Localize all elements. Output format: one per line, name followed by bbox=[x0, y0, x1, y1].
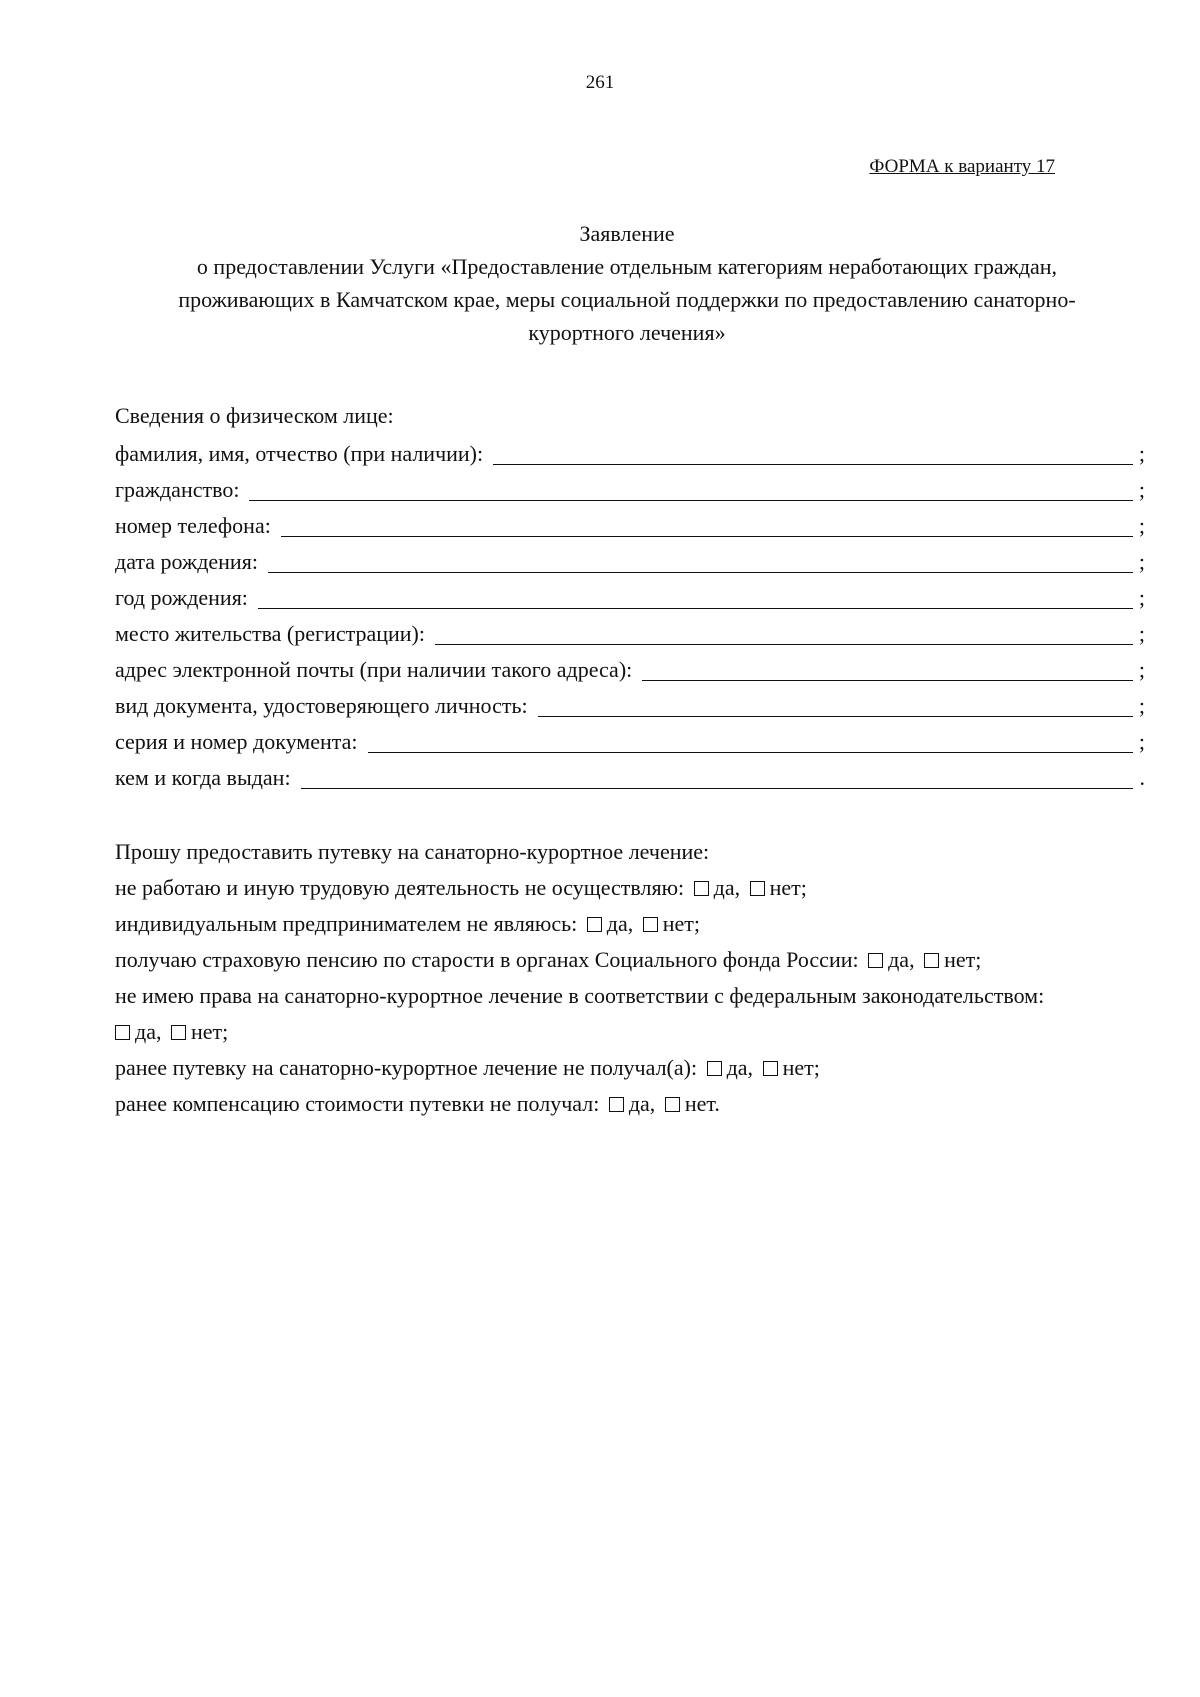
field-terminator: ; bbox=[1138, 657, 1145, 682]
field-terminator: ; bbox=[1138, 621, 1145, 646]
page-number: 261 bbox=[585, 72, 615, 93]
question-text: индивидуальным предпринимателем не являюсь: bbox=[115, 911, 578, 936]
birth-date-input-line[interactable] bbox=[268, 546, 1133, 573]
field-label: серия и номер документа: bbox=[115, 729, 358, 754]
request-section-heading: Прошу предоставить путевку на санаторно-курортное лечение: bbox=[115, 839, 710, 864]
yes-checkbox[interactable] bbox=[707, 1061, 722, 1076]
id-document-type-input-line[interactable] bbox=[538, 690, 1133, 717]
title-line-3: курортного лечения» bbox=[528, 320, 726, 345]
field-birth-year bbox=[115, 578, 1145, 614]
question-text: не имею права на санаторно-курортное лечение в соответствии с федеральным законодательством: bbox=[115, 983, 1045, 1008]
field-terminator: ; bbox=[1138, 441, 1145, 466]
yes-checkbox[interactable] bbox=[868, 953, 883, 968]
field-label: фамилия, имя, отчество (при наличии): bbox=[115, 441, 484, 466]
field-birth-date bbox=[115, 542, 1145, 578]
field-label: место жительства (регистрации): bbox=[115, 621, 425, 646]
citizenship-input-line[interactable] bbox=[249, 474, 1133, 501]
question-terminator: ; bbox=[975, 947, 982, 972]
no-checkbox[interactable] bbox=[643, 917, 658, 932]
document-title bbox=[110, 217, 1144, 349]
title-line-2: проживающих в Камчатском крае, меры социальной поддержки по предоставлению санаторно- bbox=[178, 287, 1076, 312]
question-text: получаю страховую пенсию по старости в органах Социального фонда России: bbox=[115, 947, 859, 972]
field-terminator: ; bbox=[1138, 729, 1145, 754]
field-label: гражданство: bbox=[115, 477, 240, 502]
birth-year-input-line[interactable] bbox=[258, 582, 1133, 609]
yes-checkbox[interactable] bbox=[609, 1097, 624, 1112]
question-terminator: ; bbox=[693, 911, 701, 936]
yes-checkbox[interactable] bbox=[694, 881, 709, 896]
question-no-federal-right-answers bbox=[115, 1014, 1145, 1050]
field-label: год рождения: bbox=[115, 585, 248, 610]
question-voucher-not-received bbox=[115, 1050, 1145, 1086]
question-terminator: ; bbox=[222, 1019, 229, 1044]
field-label: вид документа, удостоверяющего личность: bbox=[115, 693, 528, 718]
field-label: номер телефона: bbox=[115, 513, 271, 538]
question-compensation-not-received bbox=[115, 1086, 1145, 1122]
field-terminator: ; bbox=[1138, 513, 1145, 538]
no-label: нет bbox=[190, 1019, 223, 1044]
question-text: ранее компенсацию стоимости путевки не получал: bbox=[115, 1091, 600, 1116]
question-not-working bbox=[115, 870, 1145, 906]
question-text: не работаю и иную трудовую деятельность не осуществляю: bbox=[115, 875, 685, 900]
field-citizenship bbox=[115, 470, 1145, 506]
no-checkbox[interactable] bbox=[171, 1025, 186, 1040]
no-label: нет bbox=[684, 1091, 715, 1116]
request-section bbox=[115, 834, 1145, 1122]
question-terminator: . bbox=[714, 1091, 720, 1116]
field-id-document-type bbox=[115, 686, 1145, 722]
field-email bbox=[115, 650, 1145, 686]
yes-label: да, bbox=[628, 1091, 656, 1116]
field-terminator: . bbox=[1139, 765, 1145, 790]
no-label: нет bbox=[662, 911, 694, 936]
field-terminator: ; bbox=[1138, 585, 1145, 610]
yes-label: да, bbox=[713, 875, 741, 900]
field-full-name bbox=[115, 434, 1145, 470]
issued-by-input-line[interactable] bbox=[301, 762, 1133, 789]
no-checkbox[interactable] bbox=[924, 953, 939, 968]
question-terminator: ; bbox=[813, 1055, 820, 1080]
phone-input-line[interactable] bbox=[281, 510, 1133, 537]
field-terminator: ; bbox=[1138, 477, 1145, 502]
yes-label: да, bbox=[135, 1019, 162, 1044]
email-input-line[interactable] bbox=[642, 654, 1133, 681]
person-section-heading: Сведения о физическом лице: bbox=[115, 403, 394, 428]
field-phone bbox=[115, 506, 1145, 542]
no-checkbox[interactable] bbox=[665, 1097, 680, 1112]
field-terminator: ; bbox=[1138, 693, 1145, 718]
yes-checkbox[interactable] bbox=[587, 917, 602, 932]
title-line-1: о предоставлении Услуги «Предоставление отдельным категориям неработающих граждан, bbox=[196, 254, 1058, 279]
form-reference: ФОРМА к варианту 17 bbox=[869, 156, 1055, 177]
document-number-input-line[interactable] bbox=[368, 726, 1133, 753]
field-label: дата рождения: bbox=[115, 549, 258, 574]
field-issued-by bbox=[115, 758, 1145, 794]
no-checkbox[interactable] bbox=[763, 1061, 778, 1076]
question-no-federal-right bbox=[115, 978, 1145, 1014]
question-terminator: ; bbox=[800, 875, 807, 900]
field-label: кем и когда выдан: bbox=[115, 765, 291, 790]
question-pension bbox=[115, 942, 1145, 978]
title-heading: Заявление bbox=[579, 221, 675, 246]
field-label: адрес электронной почты (при наличии такого адреса): bbox=[115, 657, 633, 682]
full-name-input-line[interactable] bbox=[493, 438, 1133, 465]
residence-input-line[interactable] bbox=[435, 618, 1133, 645]
no-checkbox[interactable] bbox=[750, 881, 765, 896]
question-not-entrepreneur bbox=[115, 906, 1145, 942]
person-section bbox=[115, 398, 1145, 794]
field-terminator: ; bbox=[1138, 549, 1145, 574]
yes-checkbox[interactable] bbox=[115, 1025, 130, 1040]
question-text: ранее путевку на санаторно-курортное лечение не получал(а): bbox=[115, 1055, 698, 1080]
field-residence bbox=[115, 614, 1145, 650]
no-label: нет bbox=[782, 1055, 814, 1080]
yes-label: да, bbox=[726, 1055, 754, 1080]
field-document-number bbox=[115, 722, 1145, 758]
yes-label: да, bbox=[606, 911, 634, 936]
no-label: нет bbox=[944, 947, 976, 972]
yes-label: да, bbox=[888, 947, 915, 972]
no-label: нет bbox=[769, 875, 801, 900]
